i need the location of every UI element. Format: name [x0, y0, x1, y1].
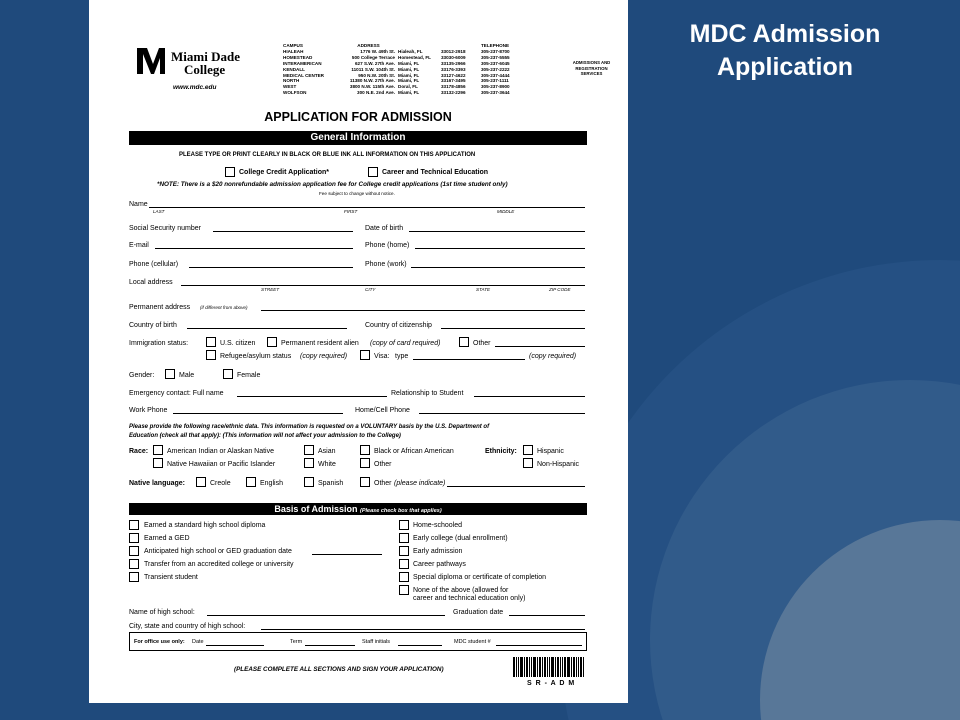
male-checkbox[interactable] — [165, 369, 175, 379]
campus-name: INTERAMERICAN — [283, 60, 322, 66]
refugee-copy-note: (copy required) — [300, 353, 348, 360]
country-citizenship-field[interactable] — [441, 328, 585, 329]
name-field[interactable] — [149, 207, 585, 208]
us-citizen-label: U.S. citizen — [220, 340, 256, 347]
basis-early-admission-label: Early admission — [413, 548, 463, 555]
campus-zip: 33178-4856 — [441, 84, 466, 90]
other-language-checkbox[interactable] — [360, 477, 370, 487]
campus-city: Miami, FL — [398, 66, 420, 72]
logo-name-line1: Miami Dade — [171, 49, 240, 64]
visa-type-field[interactable] — [413, 359, 525, 360]
campus-city: Miami, FL — [398, 78, 420, 84]
slide-title: MDC Admission Application — [689, 20, 881, 81]
work-phone-label: Work Phone — [129, 407, 168, 414]
campus-name: KENDALL — [283, 66, 305, 72]
phone-home-field[interactable] — [415, 248, 585, 249]
creole-checkbox[interactable] — [196, 477, 206, 487]
other-language-field[interactable] — [447, 486, 585, 487]
hispanic-checkbox[interactable] — [523, 445, 533, 455]
permanent-address-label: Permanent address — [129, 304, 191, 311]
campus-phone: 305-237-8900 — [481, 84, 510, 90]
female-label: Female — [237, 372, 261, 379]
other-race-label: Other — [374, 461, 392, 468]
american-indian-checkbox[interactable] — [153, 445, 163, 455]
campus-street: 500 College Terrace — [351, 54, 395, 60]
campus-header: CAMPUS — [283, 43, 303, 48]
basis-admission-note: (Please check box that applies) — [360, 508, 442, 514]
other-status-checkbox[interactable] — [459, 337, 469, 347]
ssn-field[interactable] — [213, 231, 353, 232]
campus-name: MEDICAL CENTER — [283, 72, 325, 78]
zip-column — [441, 43, 466, 96]
basis-right-checkbox[interactable] — [399, 520, 409, 530]
campus-zip: 33132-2296 — [441, 90, 466, 96]
office-student-field[interactable] — [496, 645, 582, 646]
high-school-location-label: City, state and country of high school: — [129, 623, 246, 630]
campus-name: HIALEAH — [283, 48, 304, 54]
basis-admission-header — [129, 503, 587, 515]
campus-phone: 305-237-3644 — [481, 90, 510, 96]
race-label: Race: — [129, 448, 149, 455]
office-date-label: Date — [192, 639, 204, 645]
graduation-date-field[interactable] — [312, 554, 382, 555]
state-caption: STATE — [476, 287, 491, 292]
basis-transient-label: Transient student — [144, 574, 198, 581]
american-indian-label: American Indian or Alaskan Native — [167, 448, 274, 455]
if-different-caption: (if different from above) — [200, 305, 248, 310]
visa-checkbox[interactable] — [360, 350, 370, 360]
basis-special-diploma-label: Special diploma or certificate of completion — [413, 574, 547, 581]
campus-street: 3800 N.W. 115th Ave. — [349, 84, 395, 90]
career-technical-checkbox[interactable] — [368, 167, 378, 177]
admission-form-page — [89, 0, 628, 703]
college-url[interactable]: www.mdc.edu — [173, 84, 217, 91]
basis-diploma-label: Earned a standard high school diploma — [144, 522, 266, 529]
high-school-name-label: Name of high school: — [129, 609, 195, 616]
phone-cell-label: Phone (cellular) — [129, 261, 179, 268]
address-column — [342, 43, 395, 96]
barcode-text: S R - A D M — [527, 680, 576, 687]
barcode-icon — [513, 657, 589, 677]
english-label: English — [260, 480, 283, 487]
asian-checkbox[interactable] — [304, 445, 314, 455]
other-status-field[interactable] — [495, 346, 585, 347]
basis-none-sub-label: career and technical education only) — [413, 595, 526, 602]
campus-name: HOMESTEAD — [283, 54, 313, 60]
campus-street: 11380 N.W. 27th Ave. — [349, 78, 395, 84]
campus-street: 11011 S.W. 104th St. — [351, 66, 395, 72]
college-credit-label: College Credit Application* — [239, 169, 329, 176]
basis-right-checkbox[interactable] — [399, 546, 409, 556]
last-name-caption: LAST — [153, 209, 165, 214]
campus-phone: 305-237-1111 — [481, 78, 509, 84]
graduation-date-label: Graduation date — [453, 609, 504, 616]
general-info-header: General Information — [129, 131, 587, 145]
white-checkbox[interactable] — [304, 458, 314, 468]
campus-column — [283, 43, 324, 96]
fee-subnote: Fee subject to change without notice. — [319, 191, 395, 196]
basis-early-college-label: Early college (dual enrollment) — [413, 535, 508, 542]
campus-city: Miami, FL — [398, 60, 420, 66]
phone-work-field[interactable] — [411, 267, 585, 268]
ssn-label: Social Security number — [129, 225, 201, 232]
mdc-logo-icon — [135, 46, 167, 76]
campus-phone: 305-237-8700 — [481, 48, 510, 54]
city-column — [398, 43, 431, 96]
basis-left-checkbox[interactable] — [129, 559, 139, 569]
email-label: E-mail — [129, 242, 149, 249]
zip-caption: ZIP CODE — [549, 287, 571, 292]
basis-left-checkbox[interactable] — [129, 546, 139, 556]
office-student-label: MDC student # — [454, 639, 491, 645]
work-phone-field[interactable] — [173, 413, 343, 414]
please-indicate-note: (please indicate) — [394, 480, 446, 487]
basis-none-label: None of the above (allowed for — [413, 587, 509, 594]
name-label: Name — [129, 201, 148, 208]
campus-city: Hialeah, FL — [398, 48, 423, 54]
phone-work-label: Phone (work) — [365, 261, 407, 268]
address-header: ADDRESS — [357, 43, 380, 48]
female-checkbox[interactable] — [223, 369, 233, 379]
asian-label: Asian — [318, 448, 336, 455]
dob-field[interactable] — [409, 231, 585, 232]
gender-label: Gender: — [129, 372, 155, 379]
relationship-field[interactable] — [474, 396, 585, 397]
campus-city: Miami, FL — [398, 90, 420, 96]
basis-ged-label: Earned a GED — [144, 535, 190, 542]
race-note-line2: Education (check all that apply): (This information will not affect your admission to the College) — [129, 433, 401, 439]
basis-left-checkbox[interactable] — [129, 533, 139, 543]
basis-admission-title: Basis of Admission — [274, 504, 358, 514]
campus-zip: 33176-3393 — [441, 66, 466, 72]
telephone-header: TELEPHONE — [481, 43, 510, 48]
basis-left-checkbox[interactable] — [129, 572, 139, 582]
campus-city: Miami, FL — [398, 72, 420, 78]
hawaiian-label: Native Hawaiian or Pacific Islander — [167, 461, 276, 468]
other-language-label: Other — [374, 480, 392, 487]
basis-left-checkbox[interactable] — [129, 520, 139, 530]
home-cell-phone-field[interactable] — [419, 413, 585, 414]
hispanic-label: Hispanic — [537, 448, 564, 455]
email-field[interactable] — [155, 248, 353, 249]
instruction-text: PLEASE TYPE OR PRINT CLEARLY IN BLACK OR BLUE INK ALL INFORMATION ON THIS APPLICATION — [179, 152, 476, 158]
non-hispanic-checkbox[interactable] — [523, 458, 533, 468]
college-credit-checkbox[interactable] — [225, 167, 235, 177]
fee-note: *NOTE: There is a $20 nonrefundable admission application fee for College credit applications (1st time student only) — [157, 181, 508, 188]
office-term-field[interactable] — [305, 645, 355, 646]
male-label: Male — [179, 372, 195, 379]
visa-type-label: type — [395, 353, 409, 360]
middle-name-caption: MIDDLE — [497, 209, 515, 214]
basis-right-checkbox[interactable] — [399, 533, 409, 543]
relationship-label: Relationship to Student — [391, 390, 464, 397]
basis-right-checkbox[interactable] — [399, 572, 409, 582]
campus-street: 950 N.W. 20th St. — [358, 72, 395, 78]
high-school-name-field[interactable] — [207, 615, 445, 616]
white-label: White — [318, 461, 336, 468]
campus-zip: 33030-6009 — [441, 54, 466, 60]
campus-phone: 305-237-6045 — [481, 60, 510, 66]
office-term-label: Term — [290, 639, 303, 645]
immigration-label: Immigration status: — [129, 340, 189, 347]
campus-phone: 305-237-4444 — [481, 72, 510, 78]
office-staff-field[interactable] — [398, 645, 442, 646]
basis-right-checkbox[interactable] — [399, 585, 409, 595]
basis-anticipated-label: Anticipated high school or GED graduation date — [144, 548, 292, 555]
permanent-address-field[interactable] — [261, 310, 585, 311]
campus-zip: 33135-2966 — [441, 60, 466, 66]
spanish-label: Spanish — [318, 480, 344, 487]
country-birth-field[interactable] — [187, 328, 347, 329]
basis-career-pathways-label: Career pathways — [413, 561, 466, 568]
campus-street: 300 N.E. 2nd Ave. — [357, 90, 395, 96]
city-caption: CITY — [365, 287, 376, 292]
refugee-checkbox[interactable] — [206, 350, 216, 360]
campus-name: WEST — [283, 84, 297, 90]
campus-city: Homestead, FL — [398, 54, 431, 60]
campus-name: NORTH — [283, 78, 300, 84]
campus-street: 1776 W. 49th St. — [360, 48, 395, 54]
visa-copy-note: (copy required) — [529, 353, 577, 360]
ethnicity-label: Ethnicity: — [485, 448, 517, 455]
form-title: APPLICATION FOR ADMISSION — [264, 110, 452, 124]
emergency-contact-field[interactable] — [237, 396, 387, 397]
campus-street: 627 S.W. 27th Ave. — [355, 60, 395, 66]
other-status-label: Other — [473, 340, 491, 347]
campus-phone: 305-237-5555 — [481, 54, 510, 60]
basis-transfer-label: Transfer from an accredited college or university — [144, 561, 294, 568]
office-use-box — [129, 632, 587, 651]
phone-cell-field[interactable] — [189, 267, 353, 268]
refugee-label: Refugee/asylum status — [220, 353, 292, 360]
telephone-column — [481, 43, 510, 96]
hawaiian-checkbox[interactable] — [153, 458, 163, 468]
us-citizen-checkbox[interactable] — [206, 337, 216, 347]
campus-city: Doral, FL — [398, 84, 418, 90]
emergency-contact-label: Emergency contact: Full name — [129, 390, 224, 397]
campus-phone: 305-237-2222 — [481, 66, 510, 72]
campus-name: WOLFSON — [283, 90, 307, 96]
office-date-field[interactable] — [206, 645, 264, 646]
black-checkbox[interactable] — [360, 445, 370, 455]
basis-right-checkbox[interactable] — [399, 559, 409, 569]
local-address-label: Local address — [129, 279, 173, 286]
black-label: Black or African American — [374, 448, 454, 455]
basis-homeschooled-label: Home-schooled — [413, 522, 463, 529]
career-technical-label: Career and Technical Education — [382, 169, 489, 176]
hs-graduation-date-field[interactable] — [509, 615, 585, 616]
high-school-location-field[interactable] — [261, 629, 585, 630]
other-race-checkbox[interactable] — [360, 458, 370, 468]
native-language-label: Native language: — [129, 480, 186, 487]
home-cell-phone-label: Home/Cell Phone — [355, 407, 410, 414]
spanish-checkbox[interactable] — [304, 477, 314, 487]
phone-home-label: Phone (home) — [365, 242, 410, 249]
campus-zip: 33127-4622 — [441, 72, 466, 78]
sign-reminder: (PLEASE COMPLETE ALL SECTIONS AND SIGN YOUR APPLICATION) — [234, 666, 444, 673]
office-use-label: For office use only: — [134, 639, 185, 645]
office-staff-label: Staff initials — [362, 639, 391, 645]
non-hispanic-label: Non-Hispanic — [537, 461, 580, 468]
copy-card-note: (copy of card required) — [370, 340, 441, 347]
first-name-caption: FIRST — [344, 209, 358, 214]
local-address-field[interactable] — [181, 285, 585, 286]
country-birth-label: Country of birth — [129, 322, 177, 329]
logo-name-line2: College — [184, 62, 226, 77]
race-note-line1: Please provide the following race/ethnic data. This information is requested on a VOLUNTARY basis by the U.S. Department of — [129, 424, 490, 430]
campus-zip: 33012-2918 — [441, 48, 466, 54]
english-checkbox[interactable] — [246, 477, 256, 487]
admissions-office-label: ADMISSIONS AND REGISTRATION SERVICES — [572, 60, 611, 76]
country-citizenship-label: Country of citizenship — [365, 322, 432, 329]
visa-label: Visa: — [374, 353, 390, 360]
permanent-resident-label: Permanent resident alien — [281, 340, 359, 347]
street-caption: STREET — [261, 287, 280, 292]
campus-zip: 33167-3495 — [441, 78, 466, 84]
permanent-resident-checkbox[interactable] — [267, 337, 277, 347]
dob-label: Date of birth — [365, 225, 404, 232]
creole-label: Creole — [210, 480, 231, 487]
